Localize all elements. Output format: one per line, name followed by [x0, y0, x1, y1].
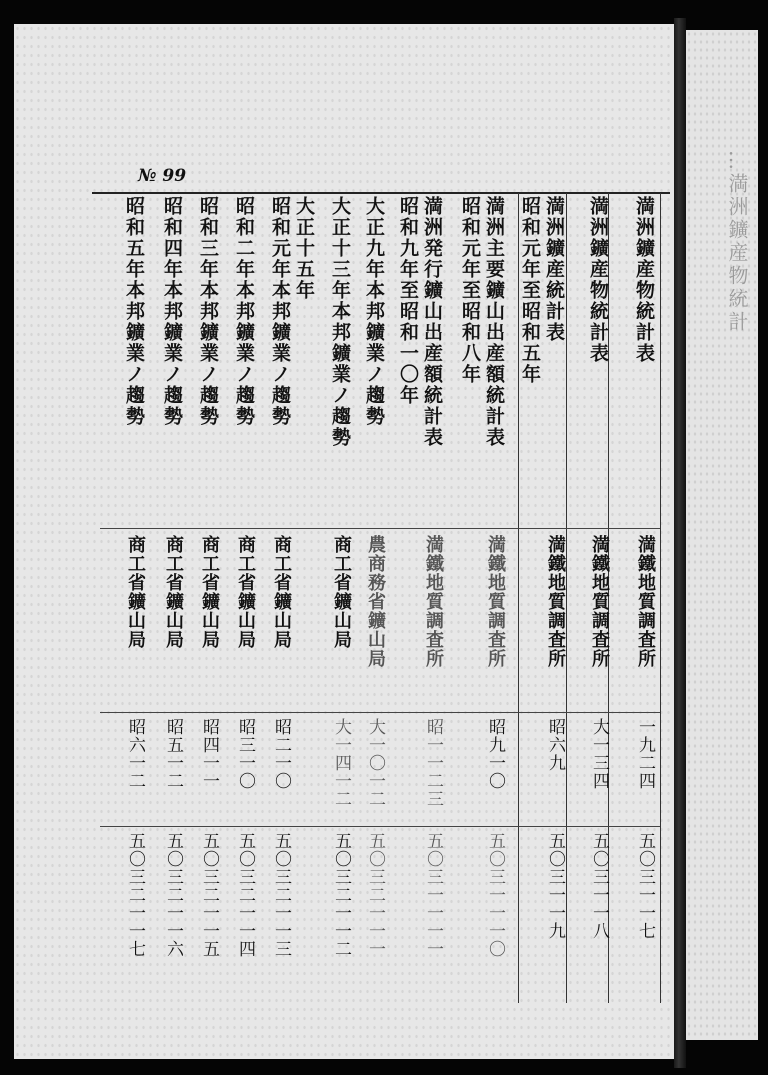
row-date: 大一〇一二: [365, 718, 385, 808]
section-rule: [100, 826, 660, 827]
row-title: 満洲発行鑛山出産額統計表: [421, 196, 443, 448]
row-date: 昭六九: [545, 718, 565, 772]
row-title: 満洲鑛産物統計表: [587, 196, 609, 364]
row-title: 昭和元年至昭和五年: [519, 196, 541, 385]
row-source: 商工省鑛山局: [199, 535, 220, 649]
book-spine: [674, 18, 686, 1068]
row-date: 昭三一〇: [235, 718, 255, 790]
row-code: 五〇三二一一三: [271, 832, 291, 958]
next-page-edge: [686, 30, 758, 1040]
next-page-text: …満洲鑛産物統計: [725, 150, 749, 334]
row-code: 五〇三二一一一: [365, 832, 385, 958]
row-source: 満鐵地質調査所: [545, 535, 566, 668]
row-title: 昭和三年本邦鑛業ノ趨勢: [197, 196, 219, 427]
row-code: 五〇三一一七: [635, 832, 655, 940]
page-number: № 99: [138, 166, 187, 186]
row-source: 商工省鑛山局: [331, 535, 352, 649]
row-title: 満洲鑛産統計表: [543, 196, 565, 343]
row-code: 五〇三一一八: [589, 832, 609, 940]
row-code: 五〇三二一一六: [163, 832, 183, 958]
row-date: 昭一一二三: [423, 718, 443, 808]
row-code: 五〇三一一一一: [423, 832, 443, 958]
row-title: 満洲鑛産物統計表: [633, 196, 655, 364]
row-source: 満鐵地質調査所: [635, 535, 656, 668]
row-date: 大一三四: [589, 718, 609, 790]
row-date: 昭五一二: [163, 718, 183, 790]
row-code: 五〇三二一一七: [125, 832, 145, 958]
row-date: 大一四一二: [331, 718, 351, 808]
row-title: 大正十五年: [293, 196, 315, 301]
row-source: 商工省鑛山局: [271, 535, 292, 649]
row-title: 昭和元年至昭和八年: [459, 196, 481, 385]
row-source: 商工省鑛山局: [163, 535, 184, 649]
row-source: 農商務省鑛山局: [365, 535, 386, 668]
row-code: 五〇三一一一〇: [485, 832, 505, 958]
row-source: 満鐵地質調査所: [485, 535, 506, 668]
row-title: 大正九年本邦鑛業ノ趨勢: [363, 196, 385, 427]
row-title: 満洲主要鑛山出産額統計表: [483, 196, 505, 448]
row-title: 昭和九年至昭和一〇年: [397, 196, 419, 406]
row-source: 商工省鑛山局: [235, 535, 256, 649]
row-date: 昭二一〇: [271, 718, 291, 790]
row-date: 昭四一一: [199, 718, 219, 790]
top-rule: [92, 192, 670, 194]
row-source: 満鐵地質調査所: [589, 535, 610, 668]
row-code: 五〇三二一一二: [331, 832, 351, 958]
row-date: 昭六一二: [125, 718, 145, 790]
row-date: 昭九一〇: [485, 718, 505, 790]
row-date: 一九二四: [635, 718, 655, 790]
row-source: 商工省鑛山局: [125, 535, 146, 649]
row-title: 昭和二年本邦鑛業ノ趨勢: [233, 196, 255, 427]
row-source: 満鐵地質調査所: [423, 535, 444, 668]
section-rule: [100, 528, 660, 529]
row-title: 昭和五年本邦鑛業ノ趨勢: [123, 196, 145, 427]
row-code: 五〇三二一一四: [235, 832, 255, 958]
row-code: 五〇三二一一五: [199, 832, 219, 958]
row-title: 大正十三年本邦鑛業ノ趨勢: [329, 196, 351, 448]
row-title: 昭和元年本邦鑛業ノ趨勢: [269, 196, 291, 427]
row-code: 五〇三一一九: [545, 832, 565, 940]
section-rule: [100, 712, 660, 713]
column-rule: [660, 193, 661, 1003]
row-title: 昭和四年本邦鑛業ノ趨勢: [161, 196, 183, 427]
